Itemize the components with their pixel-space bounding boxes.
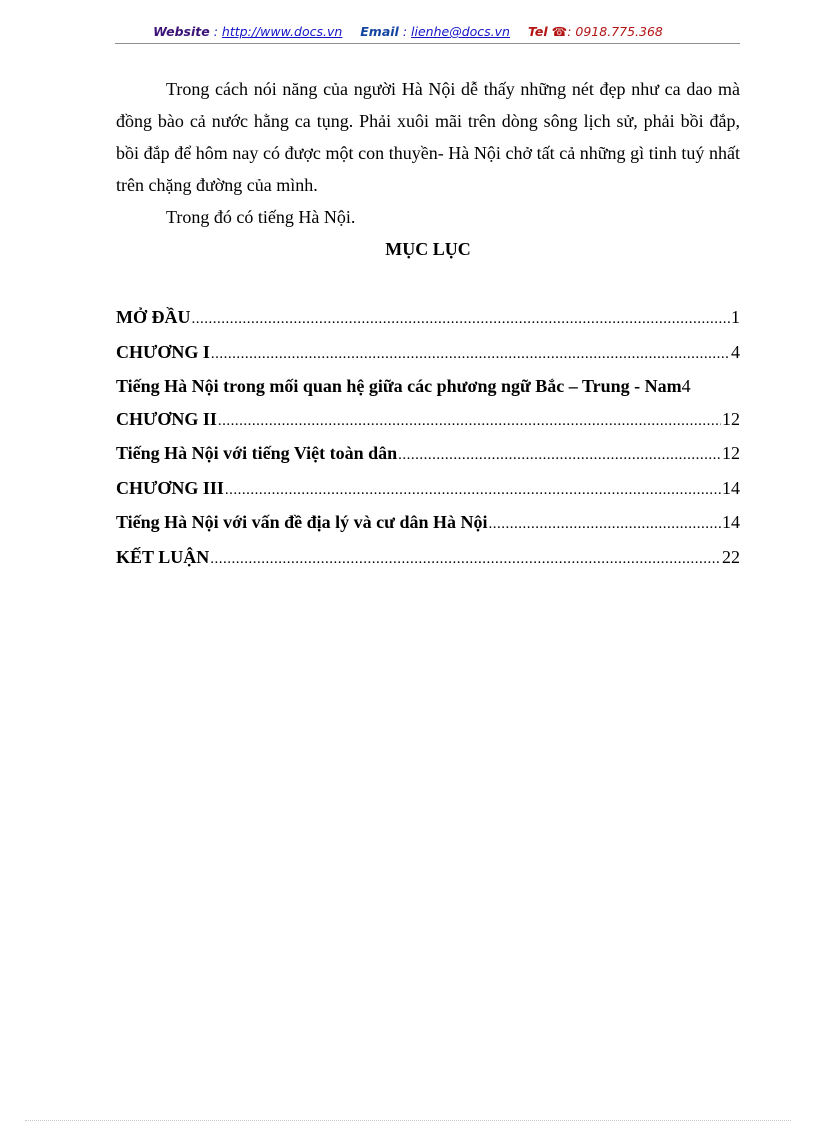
toc-title: MỤC LỤC [385, 239, 471, 259]
toc-entry-label: CHƯƠNG I [116, 341, 210, 362]
toc-dot-leader [218, 405, 721, 438]
toc-entry-chuong-3[interactable] [116, 472, 740, 507]
website-link[interactable]: http://www.docs.vn [221, 24, 343, 39]
toc-entry-chuong-1[interactable] [116, 336, 740, 371]
toc-dot-leader [210, 543, 721, 576]
toc-entry-label: KẾT LUẬN [116, 546, 210, 567]
email-label: Email [360, 24, 399, 39]
toc-entry-page: 12 [722, 408, 740, 429]
toc-entry-chuong-1-title[interactable] [116, 370, 740, 403]
toc-dot-leader [192, 303, 731, 336]
toc-entry-label: MỞ ĐẦU [116, 307, 191, 327]
toc-entry-label: Tiếng Hà Nội trong mối quan hệ giữa các phương ngữ Bắc – Trung - Nam [116, 376, 682, 396]
toc-entry-ket-luan[interactable] [116, 541, 740, 576]
email-link[interactable]: lienhe@docs.vn [411, 24, 510, 39]
toc-dot-leader [211, 338, 730, 371]
page-footer-rule [25, 1120, 791, 1121]
toc-entry-mo-dau[interactable] [116, 301, 740, 336]
toc-entry-page: 12 [722, 443, 740, 463]
intro-paragraph: Trong cách nói năng của người Hà Nội dễ thấy những nét đẹp như ca dao mà đồng bào cả nước hằng ca tụng. Phải xuôi mãi trên dòng sông lịch sử, phải bồi đắp, bồi đắp để hôm nay có được một con thuyền- Hà Nội chở tất cả những gì tinh tuý nhất trên chặng đường của mình. [116, 79, 740, 195]
tel-value: 0918.775.368 [575, 24, 663, 39]
toc-dot-leader [398, 439, 721, 472]
toc-entry-label: Tiếng Hà Nội với vấn đề địa lý và cư dân Hà Nội [116, 512, 488, 532]
website-label: Website [153, 24, 210, 39]
toc-entry-page: 14 [722, 477, 740, 498]
toc-entry-chuong-2-title[interactable] [116, 437, 740, 472]
page-header [0, 24, 816, 39]
closing-paragraph: Trong đó có tiếng Hà Nội. [166, 207, 356, 227]
toc-dot-leader [489, 508, 722, 541]
toc-entry-label: Tiếng Hà Nội với tiếng Việt toàn dân [116, 443, 398, 463]
toc-dot-leader [225, 474, 721, 507]
tel-separator: : [567, 24, 572, 39]
header-rule [115, 43, 740, 44]
toc-entry-page: 22 [722, 546, 740, 567]
phone-icon: ☎ [551, 24, 568, 39]
toc-entry-label: CHƯƠNG II [116, 408, 217, 429]
toc-entry-page: 4 [731, 341, 740, 362]
toc-entry-chuong-3-title[interactable] [116, 506, 740, 541]
toc-entry-page: 1 [731, 307, 740, 327]
toc-entry-chuong-2[interactable] [116, 403, 740, 438]
table-of-contents [116, 301, 740, 575]
website-separator: : [213, 24, 218, 39]
toc-entry-page: 14 [722, 512, 740, 532]
page-content [116, 73, 740, 575]
email-separator: : [402, 24, 408, 39]
toc-entry-label: CHƯƠNG III [116, 477, 224, 498]
toc-entry-page: 4 [681, 376, 691, 396]
tel-label: Tel [527, 24, 548, 39]
